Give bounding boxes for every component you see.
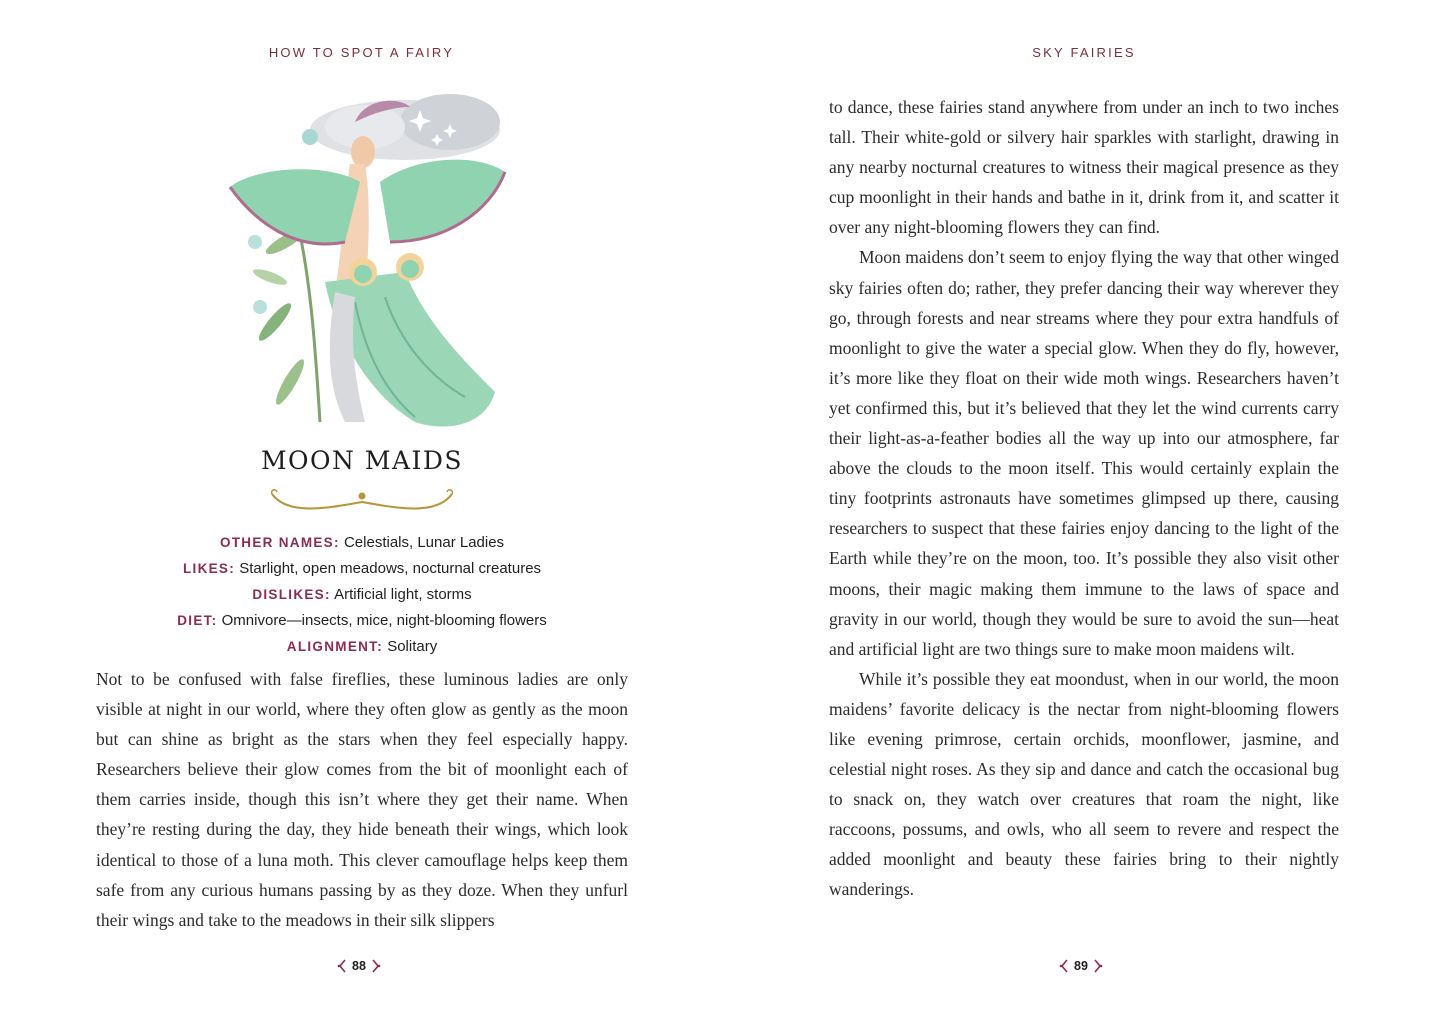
body-paragraph: While it’s possible they eat moondust, when in our world, the moon maidens’ favorite delicacy is the nectar from night-blooming flowers like evening primrose, certain orchids, moonflower, jasmine, and celestial night roses. As they sip and dance and catch the occasional bug to snack on, they watch over creatures that roam the night, like raccoons, possums, and owls, who all seem to revere and respect the added moonlight and beauty these fairies bring to their nightly wanderings. — [829, 668, 1339, 900]
fact-value: Omnivore—insects, mice, night-blooming flowers — [217, 612, 547, 629]
fairy-title: MOON MAIDS — [260, 446, 464, 475]
fact-likes — [96, 556, 628, 582]
fact-label: LIKES: — [182, 561, 236, 576]
page-number: 89 — [1074, 959, 1088, 973]
folio-ornament-icon — [337, 959, 346, 973]
fact-label: ALIGNMENT: — [286, 639, 384, 654]
fact-value: Solitary — [383, 638, 438, 655]
ornamental-flourish — [268, 486, 456, 516]
page-number-left — [337, 959, 381, 973]
body-paragraph: Not to be confused with false fireflies, these luminous ladies are only visible at night in our world, where they often glow as gently as the moon but can shine as bright as the stars when they feel especially happy. Researchers believe their glow comes from the bit of moonlight each of them carries inside, though this isn’t where they get their name. When they’re resting during the day, they hide beneath their wings, which look identical to those of a luna moth. This clever camouflage helps keep them safe from any curious humans passing by as they doze. When they unfurl their wings and take to the meadows in their silk slippers — [96, 669, 628, 930]
running-head-right: SKY FAIRIES — [1032, 45, 1136, 60]
fairy-facts — [96, 530, 628, 660]
moon-maid-illustration — [215, 92, 515, 437]
page-number: 88 — [352, 959, 366, 973]
running-head-left: HOW TO SPOT A FAIRY — [268, 45, 455, 60]
fact-label: DIET: — [177, 613, 218, 628]
right-body-text — [829, 92, 1339, 905]
fact-alignment — [96, 634, 628, 660]
fact-label: OTHER NAMES: — [219, 535, 340, 550]
fact-label: DISLIKES: — [252, 587, 331, 602]
fact-diet — [96, 608, 628, 634]
body-paragraph: to dance, these fairies stand anywhere from under an inch to two inches tall. Their white-gold or silvery hair sparkles with starlight, drawing in any nearby nocturnal creatures to witness their magical presence as they cup moonlight in their hands and bathe in it, drink from it, and scatter it over any night-blooming flowers they can find. — [829, 97, 1339, 238]
fact-value: Starlight, open meadows, nocturnal creatures — [235, 560, 542, 577]
left-body-text — [96, 664, 628, 935]
fact-other-names — [96, 530, 628, 556]
folio-ornament-icon — [1094, 959, 1103, 973]
fact-dislikes — [96, 582, 628, 608]
fact-value: Celestials, Lunar Ladies — [339, 534, 505, 551]
fact-value: Artificial light, storms — [330, 586, 472, 603]
folio-ornament-icon — [1059, 959, 1068, 973]
folio-ornament-icon — [372, 959, 381, 973]
page-number-right — [1059, 959, 1103, 973]
body-paragraph: Moon maidens don’t seem to enjoy flying the way that other winged sky fairies often do; rather, they prefer dancing their way wherever they go, through forests and near streams where they pour extra handfuls of moonlight to give the water a special glow. When they do fly, however, it’s more like they float on their wide moth wings. Researchers haven’t yet confirmed this, but it’s believed that they let the wind currents carry their light-as-a-feather bodies all the way up into our atmosphere, far above the clouds to the moon itself. This would certainly explain the tiny footprints astronauts have sometimes glimpsed up there, causing researchers to suspect that these fairies enjoy dancing to the light of the Earth while they’re on the moon, too. It’s possible they also visit other moons, their magic making them immune to the laws of space and gravity in our world, though they would be sure to avoid the sun—heat and artificial light are two things sure to make moon maidens wilt. — [829, 247, 1339, 659]
